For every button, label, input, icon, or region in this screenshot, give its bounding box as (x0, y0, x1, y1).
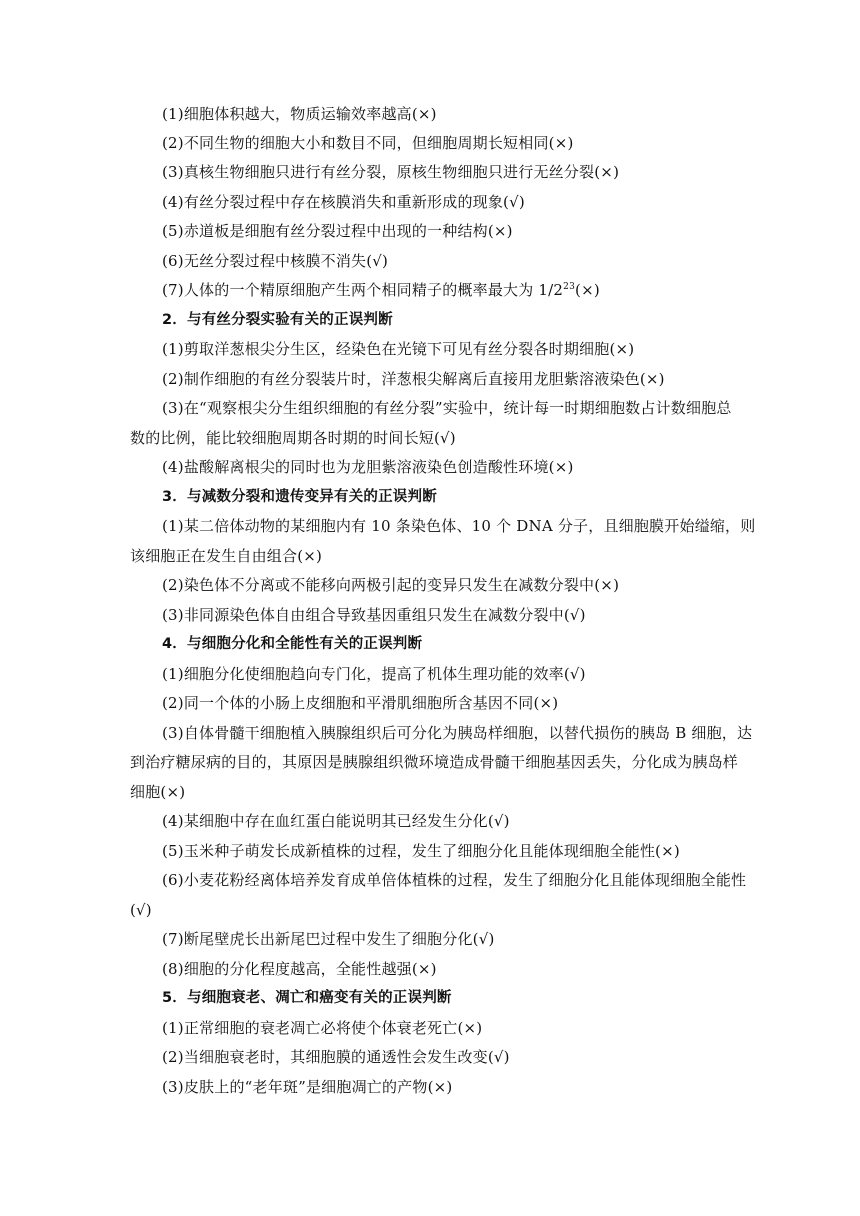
item-5-3: (3)皮肤上的“老年斑”是细胞凋亡的产物(×) (162, 1078, 453, 1096)
item-2-1: (1)剪取洋葱根尖分生区，经染色在光镜下可见有丝分裂各时期细胞(×) (162, 340, 635, 358)
item-1-2: (2)不同生物的细胞大小和数目不同，但细胞周期长短相同(×) (162, 134, 574, 152)
item-5-2: (2)当细胞衰老时，其细胞膜的通透性会发生改变(√) (162, 1048, 510, 1066)
item-4-6-line1: (6)小麦花粉经离体培养发育成单倍体植株的过程，发生了细胞分化且能体现细胞全能性 (162, 871, 747, 889)
item-4-3-line2: 到治疗糖尿病的目的，其原因是胰腺组织微环境造成骨髓干细胞基因丢失，分化成为胰岛样 (130, 753, 739, 771)
section-heading-3: 3．与减数分裂和遗传变异有关的正误判断 (162, 489, 437, 505)
item-2-4: (4)盐酸解离根尖的同时也为龙胆紫溶液染色创造酸性环境(×) (162, 458, 574, 476)
item-1-7 (162, 280, 742, 300)
item-3-1-line2: 该细胞正在发生自由组合(×) (130, 547, 323, 565)
item-1-7-mark: (×) (575, 281, 600, 299)
item-2-3-line2: 数的比例，能比较细胞周期各时期的时间长短(√) (130, 429, 456, 447)
item-3-3: (3)非同源染色体自由组合导致基因重组只发生在减数分裂中(√) (162, 606, 586, 624)
item-1-5: (5)赤道板是细胞有丝分裂过程中出现的一种结构(×) (162, 222, 513, 240)
item-1-6: (6)无丝分裂过程中核膜不消失(√) (162, 252, 389, 270)
item-3-2: (2)染色体不分离或不能移向两极引起的变异只发生在减数分裂中(×) (162, 576, 620, 594)
section-heading-5: 5．与细胞衰老、凋亡和癌变有关的正误判断 (162, 990, 452, 1006)
item-4-4: (4)某细胞中存在血红蛋白能说明其已经发生分化(√) (162, 812, 510, 830)
item-1-7-text: (7)人体的一个精原细胞产生两个相同精子的概率最大为 1/2 (162, 281, 564, 299)
item-5-1: (1)正常细胞的衰老凋亡必将使个体衰老死亡(×) (162, 1019, 483, 1037)
item-1-1: (1)细胞体积越大，物质运输效率越高(×) (162, 105, 437, 123)
item-4-1: (1)细胞分化使细胞趋向专门化，提高了机体生理功能的效率(√) (162, 665, 586, 683)
section-heading-4: 4．与细胞分化和全能性有关的正误判断 (162, 636, 423, 652)
item-4-3-line3: 细胞(×) (130, 783, 186, 801)
item-4-6-line2: (√) (130, 901, 152, 919)
item-2-3-line1: (3)在“观察根尖分生组织细胞的有丝分裂”实验中，统计每一时期细胞数占计数细胞总 (162, 399, 732, 417)
item-4-5: (5)玉米种子萌发长成新植株的过程，发生了细胞分化且能体现细胞全能性(×) (162, 842, 680, 860)
item-2-2: (2)制作细胞的有丝分裂装片时，洋葱根尖解离后直接用龙胆紫溶液染色(×) (162, 370, 665, 388)
item-3-1-line1: (1)某二倍体动物的某细胞内有 10 条染色体、10 个 DNA 分子，且细胞膜开始缢缩，则 (162, 517, 756, 535)
item-4-8: (8)细胞的分化程度越高，全能性越强(×) (162, 960, 437, 978)
item-4-7: (7)断尾壁虎长出新尾巴过程中发生了细胞分化(√) (162, 930, 495, 948)
item-4-3-line1: (3)自体骨髓干细胞植入胰腺组织后可分化为胰岛样细胞，以替代损伤的胰岛 B 细胞，达 (162, 724, 753, 742)
section-heading-2: 2．与有丝分裂实验有关的正误判断 (162, 312, 393, 328)
exponent: 23 (563, 282, 576, 292)
item-1-4: (4)有丝分裂过程中存在核膜消失和重新形成的现象(√) (162, 193, 525, 211)
item-1-3: (3)真核生物细胞只进行有丝分裂，原核生物细胞只进行无丝分裂(×) (162, 163, 620, 181)
item-4-2: (2)同一个体的小肠上皮细胞和平滑肌细胞所含基因不同(×) (162, 694, 559, 712)
